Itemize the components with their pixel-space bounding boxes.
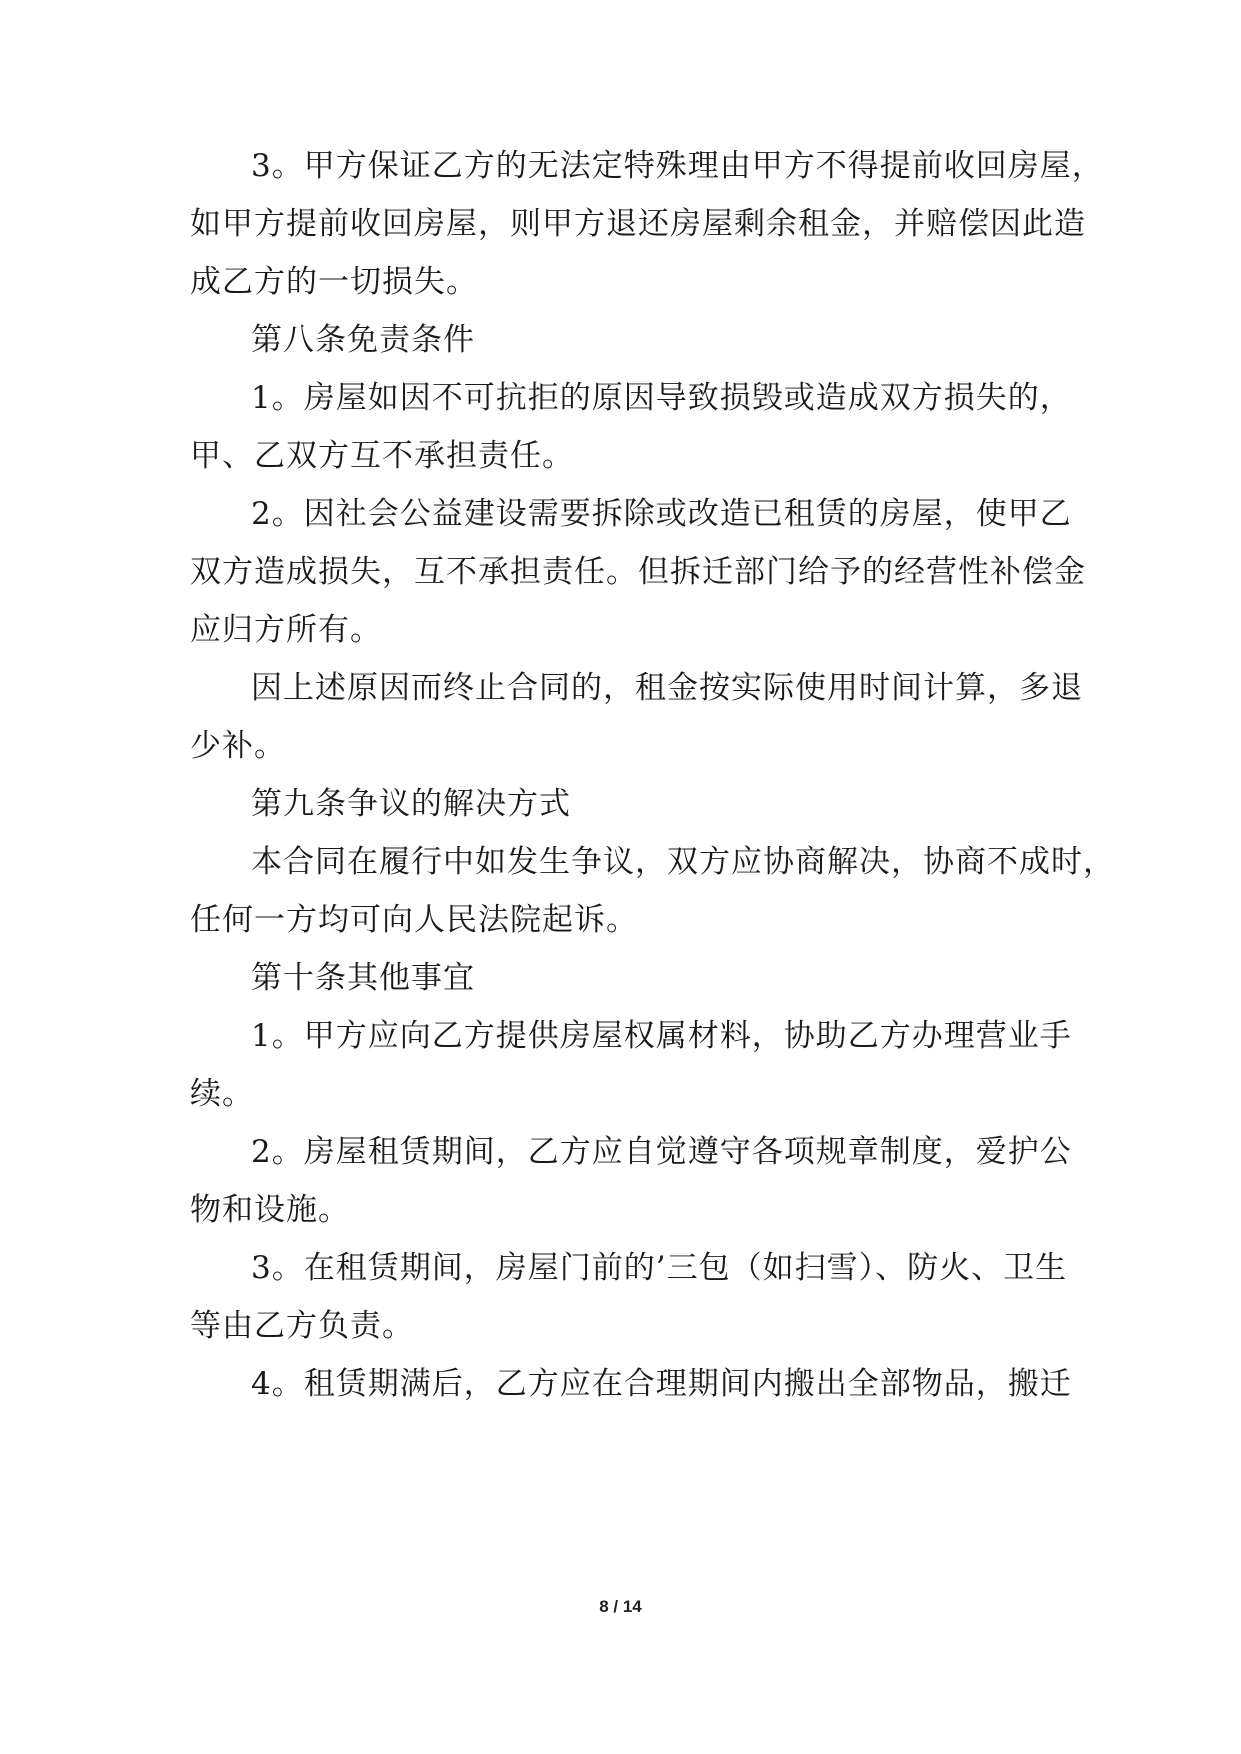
paragraph-line: 本合同在履行中如发生争议，双方应协商解决，协商不成时， bbox=[251, 844, 1115, 880]
section-heading: 第九条争议的解决方式 bbox=[251, 786, 571, 822]
paragraph-line: 3。甲方保证乙方的无法定特殊理由甲方不得提前收回房屋， bbox=[251, 148, 1104, 184]
paragraph-line: 双方造成损失，互不承担责任。但拆迁部门给予的经营性补偿金 bbox=[190, 554, 1086, 590]
paragraph-line: 因上述原因而终止合同的，租金按实际使用时间计算，多退 bbox=[251, 670, 1083, 706]
paragraph-line: 2。因社会公益建设需要拆除或改造已租赁的房屋，使甲乙 bbox=[251, 496, 1072, 532]
paragraph-line: 续。 bbox=[190, 1076, 254, 1112]
paragraph-line: 成乙方的一切损失。 bbox=[190, 264, 478, 300]
paragraph-line: 3。在租赁期间，房屋门前的’三包（如扫雪）、防火、卫生 bbox=[251, 1250, 1068, 1286]
section-heading: 第八条免责条件 bbox=[251, 322, 475, 358]
paragraph-line: 1。甲方应向乙方提供房屋权属材料，协助乙方办理营业手 bbox=[251, 1018, 1072, 1054]
section-heading: 第十条其他事宜 bbox=[251, 960, 475, 996]
paragraph-line: 少补。 bbox=[190, 728, 286, 764]
paragraph-line: 4。租赁期满后，乙方应在合理期间内搬出全部物品，搬迁 bbox=[251, 1366, 1072, 1402]
page-number: 8 / 14 bbox=[599, 1597, 642, 1616]
paragraph-line: 等由乙方负责。 bbox=[190, 1308, 414, 1344]
paragraph-line: 物和设施。 bbox=[190, 1192, 350, 1228]
paragraph-line: 2。房屋租赁期间，乙方应自觉遵守各项规章制度，爱护公 bbox=[251, 1134, 1072, 1170]
paragraph-line: 任何一方均可向人民法院起诉。 bbox=[190, 902, 638, 938]
paragraph-line: 甲、乙双方互不承担责任。 bbox=[190, 438, 574, 474]
paragraph-line: 应归方所有。 bbox=[190, 612, 382, 648]
paragraph-line: 1。房屋如因不可抗拒的原因导致损毁或造成双方损失的， bbox=[251, 380, 1072, 416]
paragraph-line: 如甲方提前收回房屋，则甲方退还房屋剩余租金，并赔偿因此造 bbox=[190, 206, 1086, 242]
